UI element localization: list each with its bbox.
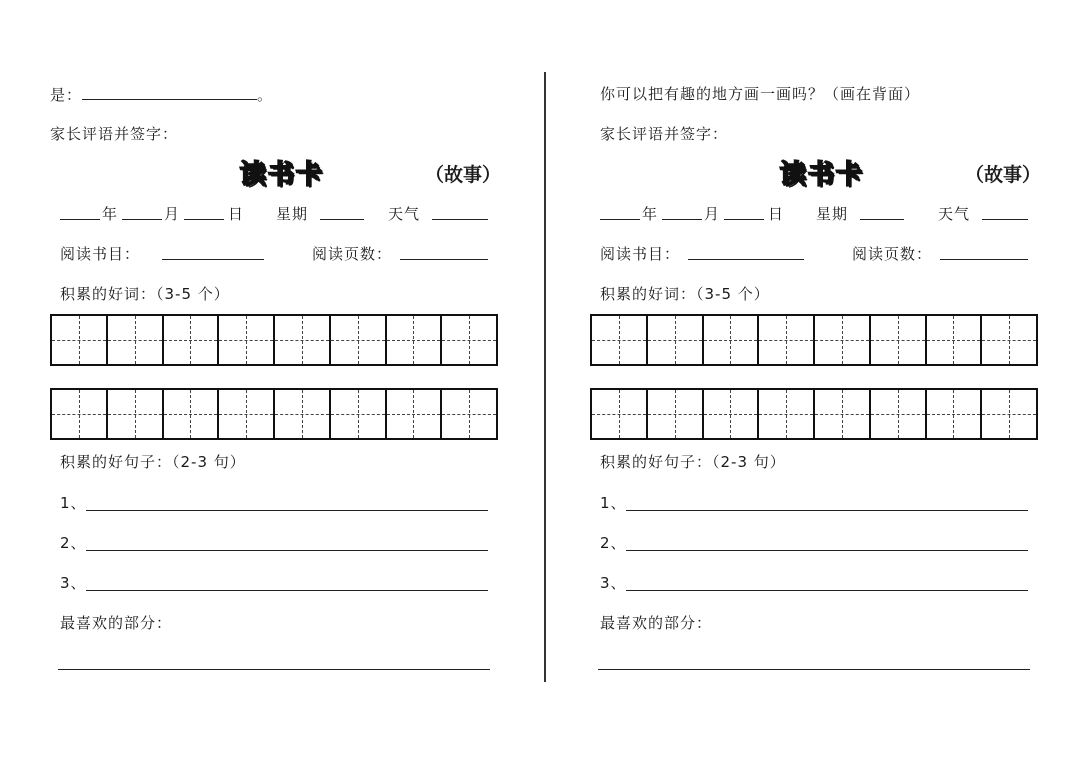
month-blank[interactable] — [662, 204, 702, 220]
sentence-number-2: 2、 — [60, 534, 87, 552]
parent-comment-label: 家长评语并签字： — [50, 125, 179, 143]
sentence-line-3[interactable] — [626, 590, 1028, 591]
year-label: 年 — [642, 205, 659, 223]
words-label: 积累的好词：（3-5 个） — [600, 285, 770, 303]
weekday-label: 星期 — [276, 205, 309, 223]
draw-prompt: 你可以把有趣的地方画一画吗？（画在背面） — [600, 85, 921, 103]
book-info-row — [590, 244, 1038, 266]
sentence-line-1[interactable] — [86, 510, 488, 511]
book-title-label: 阅读书目： — [600, 245, 681, 263]
card-genre: （故事） — [965, 164, 1042, 186]
word-grid-2[interactable] — [50, 388, 498, 440]
year-blank[interactable] — [60, 204, 100, 220]
sentence-number-1: 1、 — [600, 494, 627, 512]
word-grid-1[interactable] — [50, 314, 498, 366]
book-title-blank[interactable] — [162, 244, 264, 260]
word-grid-1[interactable] — [590, 314, 1038, 366]
favorite-line[interactable] — [598, 669, 1030, 670]
sentence-number-1: 1、 — [60, 494, 87, 512]
pages-label: 阅读页数： — [852, 245, 933, 263]
day-label: 日 — [768, 205, 785, 223]
sentence-number-3: 3、 — [600, 574, 627, 592]
weekday-label: 星期 — [816, 205, 849, 223]
date-row — [590, 204, 1038, 226]
day-label: 日 — [228, 205, 245, 223]
month-blank[interactable] — [122, 204, 162, 220]
day-blank[interactable] — [184, 204, 224, 220]
card-title: 读书卡 — [240, 160, 325, 190]
day-blank[interactable] — [724, 204, 764, 220]
weather-label: 天气 — [938, 205, 971, 223]
sentence-line-2[interactable] — [626, 550, 1028, 551]
pages-label: 阅读页数： — [312, 245, 393, 263]
page-divider — [544, 72, 546, 682]
sentence-line-2[interactable] — [86, 550, 488, 551]
parent-comment-label: 家长评语并签字： — [600, 125, 729, 143]
weather-blank[interactable] — [982, 204, 1028, 220]
sentence-number-2: 2、 — [600, 534, 627, 552]
sentences-label: 积累的好句子：（2-3 句） — [60, 453, 246, 471]
favorite-label: 最喜欢的部分： — [60, 614, 173, 632]
reading-card-left — [50, 0, 510, 764]
top-line-suffix: 。 — [257, 86, 274, 104]
top-line-prefix: 是： — [50, 86, 83, 104]
top-line-blank[interactable] — [82, 84, 257, 100]
month-label: 月 — [164, 205, 181, 223]
favorite-line[interactable] — [58, 669, 490, 670]
book-title-blank[interactable] — [688, 244, 804, 260]
card-title: 读书卡 — [780, 160, 865, 190]
words-label: 积累的好词：（3-5 个） — [60, 285, 230, 303]
year-label: 年 — [102, 205, 119, 223]
sentence-number-3: 3、 — [60, 574, 87, 592]
weather-blank[interactable] — [432, 204, 488, 220]
pages-blank[interactable] — [940, 244, 1028, 260]
book-info-row — [50, 244, 498, 266]
word-grid-2[interactable] — [590, 388, 1038, 440]
year-blank[interactable] — [600, 204, 640, 220]
date-row — [50, 204, 498, 226]
sentence-line-1[interactable] — [626, 510, 1028, 511]
month-label: 月 — [704, 205, 721, 223]
weekday-blank[interactable] — [860, 204, 904, 220]
sentences-label: 积累的好句子：（2-3 句） — [600, 453, 786, 471]
card-genre: （故事） — [425, 164, 502, 186]
weekday-blank[interactable] — [320, 204, 364, 220]
reading-card-right — [590, 0, 1050, 764]
pages-blank[interactable] — [400, 244, 488, 260]
top-line — [50, 84, 273, 105]
book-title-label: 阅读书目： — [60, 245, 141, 263]
sentence-line-3[interactable] — [86, 590, 488, 591]
favorite-label: 最喜欢的部分： — [600, 614, 713, 632]
weather-label: 天气 — [388, 205, 421, 223]
